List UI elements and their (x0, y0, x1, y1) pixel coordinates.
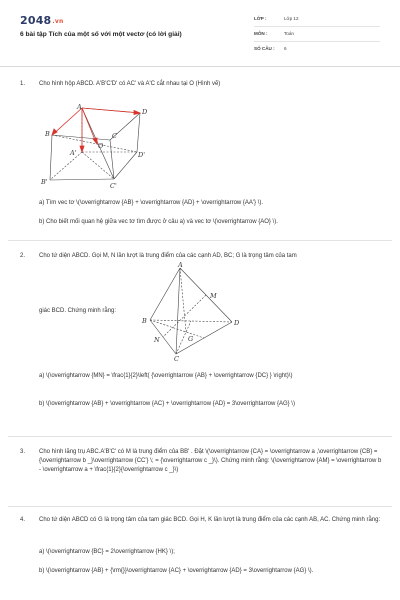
question-4-part-b: b) \(\overrightarrow {AB} + {\rm{}}\overrightarrow {AC} + \overrightarrow {AD} = 3\overrightarrow {AG} \). (39, 568, 314, 574)
question-1-part-b: b) Cho biết mối quan hệ giữa vec tơ tìm được ở câu a) và vec tơ \(\overrightarrow {AO} \). (39, 219, 278, 225)
parallelepiped-figure (32, 104, 162, 194)
question-divider (8, 506, 392, 507)
divider (254, 41, 380, 42)
meta-label-count: SỐ CÂU : (254, 46, 275, 51)
site-logo[interactable] (20, 14, 63, 27)
point-label-n: N (154, 336, 160, 344)
logo-text: 2048 (20, 14, 52, 27)
question-number: 4. (20, 517, 26, 523)
point-label-d: D (142, 108, 148, 116)
page-header (0, 0, 400, 68)
point-label-a: A (77, 104, 82, 111)
question-2-part-a: a) \(\overrightarrow {MN} = \frac{1}{2}\left( {\overrightarrow {AB} + \overrightarrow {DC} } \right)\) (39, 373, 293, 379)
point-label-b: B (142, 317, 147, 325)
meta-value-subject: Toán (284, 31, 294, 36)
point-label-b: B (45, 130, 50, 138)
divider (254, 26, 380, 27)
point-label-a: A (178, 262, 183, 269)
point-label-g: G (188, 335, 194, 343)
question-text: Cho hình hộp ABCD. A'B'C'D' có AC' và A'C cắt nhau tại O (Hình vẽ) (39, 81, 221, 87)
header-divider (0, 66, 400, 67)
question-1-part-a: a) Tìm vec tơ \(\overrightarrow {AB} + \overrightarrow {AD} + \overrightarrow {AA'} \). (39, 200, 264, 206)
point-label-c-prime: C' (110, 182, 117, 190)
tetrahedron-figure (140, 262, 250, 362)
logo-suffix: .vn (52, 18, 64, 25)
point-label-b-prime: B' (41, 178, 48, 186)
point-label-c: C (112, 132, 117, 140)
question-text: Cho hình lăng trụ ABC.A'B'C' có M là trung điểm của BB' . Đặt \(\overrightarrow {CA} = \overrightarrow a ,\overrightarrow {CB} = {\overrightarrow b _}\overrightarrow {CC'} \; = {\overrightarrow c _}\). Chứng minh rằng: \(\overrightarrow {AM} = \overrightarrow b - \overrightarrow a + \frac{1}{2}{\overrightarrow c _}\) (39, 449, 382, 473)
meta-label-grade: LỚP : (254, 16, 267, 21)
question-divider (8, 240, 392, 241)
question-number: 2. (20, 253, 26, 259)
question-2-part-b: b) \(\overrightarrow {AB} + \overrightarrow {AC} + \overrightarrow {AD} = 3\overrightarrow {AG} \) (39, 401, 295, 407)
question-text: Cho tứ diện ABCD. Gọi M, N lần lượt là trung điểm của các cạnh AD, BC; G là trọng tâm của tam (39, 253, 297, 259)
question-4-part-a: a) \(\overrightarrow {BC} = 2\overrightarrow {HK} \); (39, 549, 175, 555)
meta-label-subject: MÔN : (254, 31, 268, 36)
question-2-text-cont: giác BCD. Chứng minh rằng: (39, 308, 117, 314)
point-label-c: C (174, 355, 179, 362)
page-title: 6 bài tập Tích của một số với một vectơ (có lời giải) (20, 31, 182, 38)
question-divider (8, 436, 392, 437)
question-number: 3. (20, 449, 26, 455)
question-number: 1. (20, 81, 26, 87)
meta-value-count: 6 (284, 46, 287, 51)
point-label-a-prime: A' (70, 149, 77, 157)
point-label-d-prime: D' (138, 151, 145, 159)
question-text: Cho tứ diện ABCD có G là trọng tâm của tam giác BCD. Gọi H, K lần lượt là trung điểm của các cạnh AB, AC. Chứng minh rằng: (39, 517, 381, 523)
point-label-m: M (210, 292, 217, 300)
point-label-o: O (98, 142, 104, 150)
point-label-d: D (234, 319, 240, 327)
meta-value-grade: Lớp 12 (284, 16, 299, 21)
